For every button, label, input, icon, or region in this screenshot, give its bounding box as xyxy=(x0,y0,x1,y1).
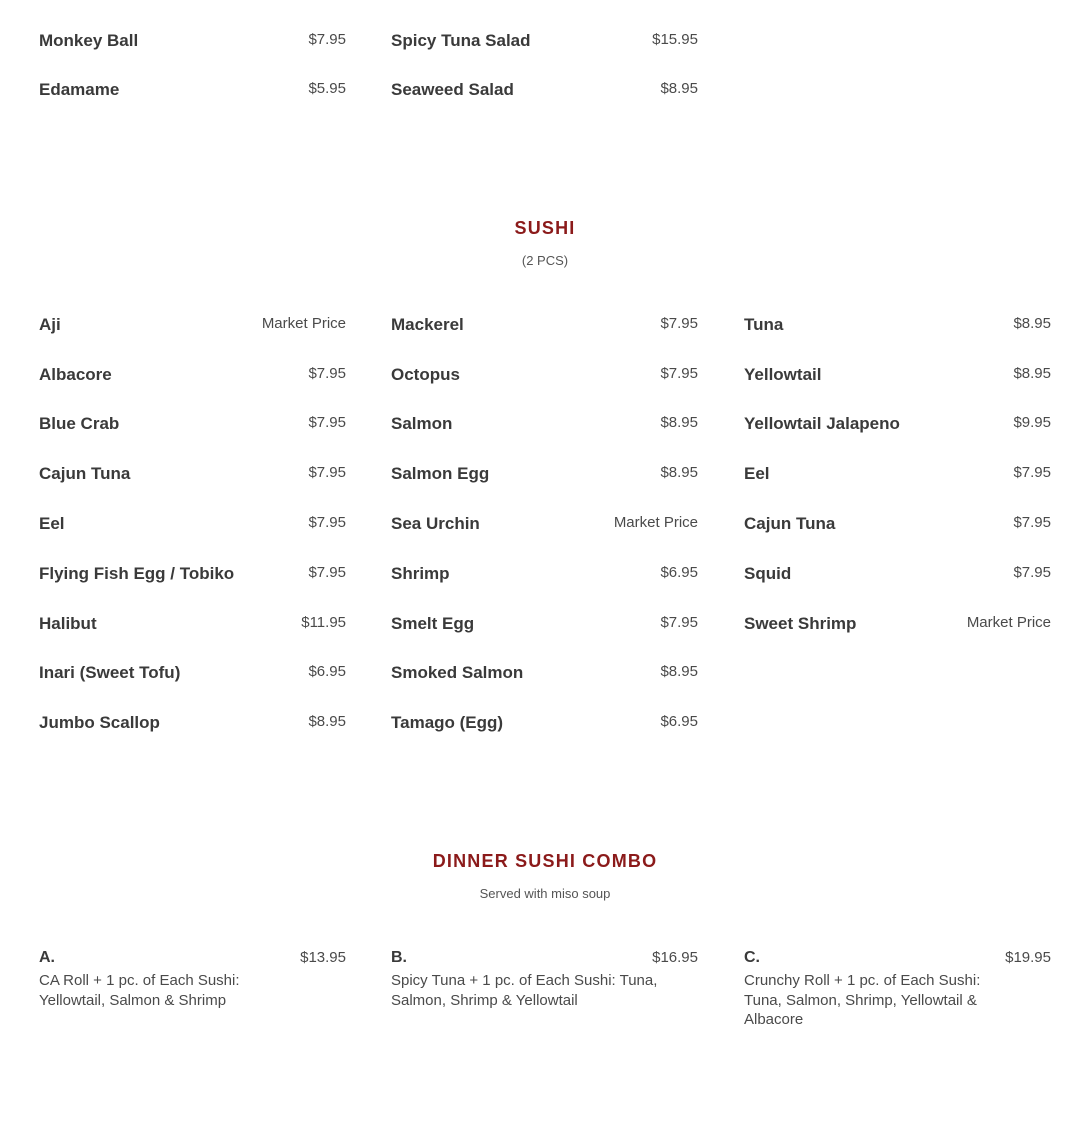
menu-item xyxy=(744,512,1051,536)
item-price: $7.95 xyxy=(308,414,346,431)
item-price: $9.95 xyxy=(1013,414,1051,431)
sushi-section-subtitle: (2 PCS) xyxy=(521,253,569,268)
menu-item xyxy=(391,512,698,536)
menu-item xyxy=(39,661,346,685)
item-name: Tuna xyxy=(744,315,784,334)
item-price: $5.95 xyxy=(308,80,346,97)
combo-item-c xyxy=(744,947,1051,1047)
menu-item xyxy=(39,462,346,486)
item-price: $7.95 xyxy=(660,315,698,332)
item-price: $6.95 xyxy=(660,713,698,730)
item-name: Squid xyxy=(744,564,792,583)
item-price: $8.95 xyxy=(660,464,698,481)
combo-section-title: DINNER SUSHI COMBO xyxy=(432,851,658,871)
menu-item xyxy=(39,612,346,636)
sushi-section-title: SUSHI xyxy=(514,218,576,238)
menu-item xyxy=(391,462,698,486)
item-name: Yellowtail xyxy=(744,365,822,384)
item-price: $8.95 xyxy=(1013,365,1051,382)
item-price: Market Price xyxy=(966,614,1051,631)
menu-item xyxy=(39,711,346,735)
item-price: $7.95 xyxy=(308,365,346,382)
menu-item xyxy=(39,412,346,436)
item-name: Mackerel xyxy=(391,315,464,334)
combo-section-subtitle: Served with miso soup xyxy=(479,886,611,901)
combo-label: C. xyxy=(744,949,760,966)
menu-item xyxy=(391,29,698,53)
combo-item-a xyxy=(39,947,346,1027)
menu-item xyxy=(39,313,346,337)
menu-item xyxy=(391,661,698,685)
item-price: $7.95 xyxy=(1013,464,1051,481)
item-price: $7.95 xyxy=(660,614,698,631)
combo-description: CA Roll + 1 pc. of Each Sushi: Yellowtail, Salmon & Shrimp xyxy=(39,972,240,1009)
item-price: $6.95 xyxy=(308,663,346,680)
item-name: Eel xyxy=(744,464,770,483)
item-name: Edamame xyxy=(39,80,120,99)
menu-item xyxy=(391,412,698,436)
item-name: Aji xyxy=(39,315,61,334)
menu-item xyxy=(744,313,1051,337)
menu-item xyxy=(391,313,698,337)
item-price: $6.95 xyxy=(660,564,698,581)
combo-label: B. xyxy=(391,949,407,966)
menu-item xyxy=(391,562,698,586)
item-price: $11.95 xyxy=(301,614,346,631)
item-price: $7.95 xyxy=(660,365,698,382)
combo-label: A. xyxy=(39,949,55,966)
combo-description: Spicy Tuna + 1 pc. of Each Sushi: Tuna, Salmon, Shrimp & Yellowtail xyxy=(391,972,658,1009)
item-price: $8.95 xyxy=(308,713,346,730)
combo-price: $19.95 xyxy=(1005,949,1051,966)
item-price: $15.95 xyxy=(652,31,698,48)
item-price: $8.95 xyxy=(660,414,698,431)
item-name: Monkey Ball xyxy=(39,31,139,50)
item-name: Blue Crab xyxy=(39,414,120,433)
item-name: Shrimp xyxy=(391,564,450,583)
item-name: Flying Fish Egg / Tobiko xyxy=(39,564,235,583)
item-price: $7.95 xyxy=(308,31,346,48)
menu-item xyxy=(391,363,698,387)
combo-item-b xyxy=(391,947,698,1027)
item-name: Cajun Tuna xyxy=(744,514,836,533)
item-name: Cajun Tuna xyxy=(39,464,131,483)
item-price: $7.95 xyxy=(308,564,346,581)
item-price: $8.95 xyxy=(660,663,698,680)
item-name: Salmon Egg xyxy=(391,464,490,483)
item-name: Sweet Shrimp xyxy=(744,614,857,633)
item-name: Inari (Sweet Tofu) xyxy=(39,663,181,682)
menu-item xyxy=(744,412,1051,436)
item-name: Halibut xyxy=(39,614,97,633)
item-name: Eel xyxy=(39,514,65,533)
combo-price: $16.95 xyxy=(652,949,698,966)
item-price: $8.95 xyxy=(1013,315,1051,332)
item-name: Tamago (Egg) xyxy=(391,713,504,732)
menu-item xyxy=(39,512,346,536)
menu-item xyxy=(391,78,698,102)
menu-item xyxy=(391,711,698,735)
item-price: $7.95 xyxy=(1013,564,1051,581)
item-name: Albacore xyxy=(39,365,112,384)
item-price: $8.95 xyxy=(660,80,698,97)
item-name: Salmon xyxy=(391,414,453,433)
menu-item xyxy=(744,462,1051,486)
item-name: Octopus xyxy=(391,365,460,384)
item-name: Smoked Salmon xyxy=(391,663,524,682)
item-name: Seaweed Salad xyxy=(391,80,514,99)
menu-item xyxy=(391,612,698,636)
menu-item xyxy=(744,612,1051,636)
item-name: Sea Urchin xyxy=(391,514,480,533)
menu-item xyxy=(39,78,346,102)
menu-item xyxy=(39,562,346,586)
item-price: Market Price xyxy=(613,514,698,531)
menu-item xyxy=(744,562,1051,586)
item-name: Jumbo Scallop xyxy=(39,713,160,732)
menu-item xyxy=(744,363,1051,387)
combo-description: Crunchy Roll + 1 pc. of Each Sushi: Tuna, Salmon, Shrimp, Yellowtail & Albacore xyxy=(744,972,981,1028)
item-name: Yellowtail Jalapeno xyxy=(744,414,900,433)
item-price: $7.95 xyxy=(1013,514,1051,531)
item-price: Market Price xyxy=(261,315,346,332)
item-price: $7.95 xyxy=(308,514,346,531)
combo-price: $13.95 xyxy=(300,949,346,966)
item-name: Smelt Egg xyxy=(391,614,475,633)
item-price: $7.95 xyxy=(308,464,346,481)
item-name: Spicy Tuna Salad xyxy=(391,31,531,50)
menu-item xyxy=(39,29,346,53)
menu-item xyxy=(39,363,346,387)
